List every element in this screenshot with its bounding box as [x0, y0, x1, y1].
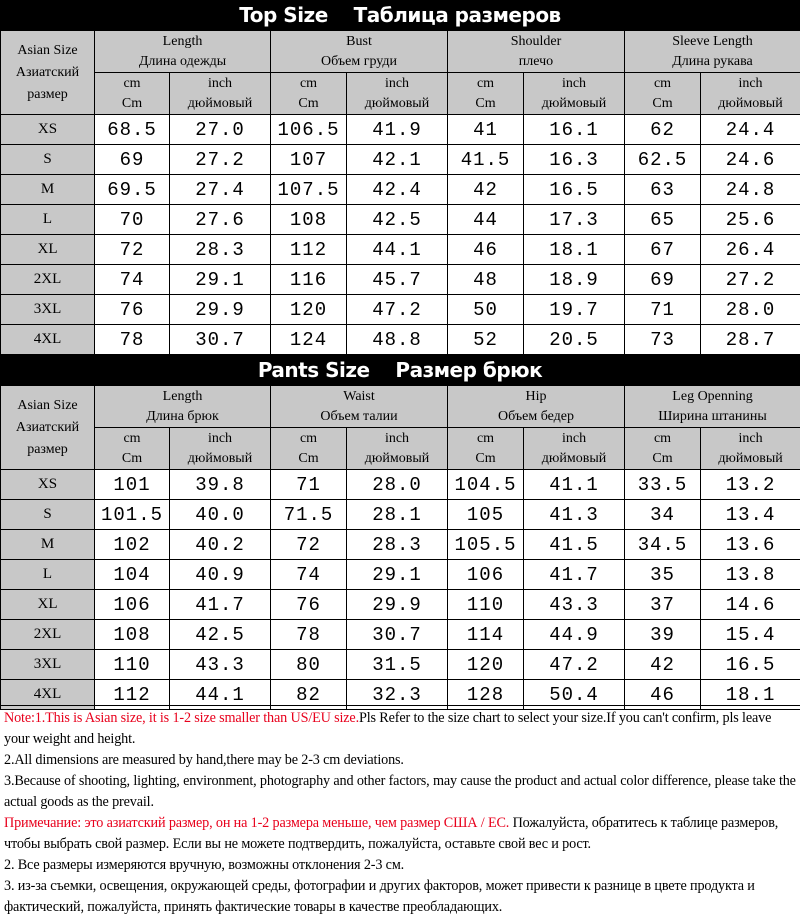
unit-inch-header	[170, 428, 271, 470]
unit-label-ru: Cm	[121, 95, 143, 111]
inch-value-cell: 28.3	[347, 530, 448, 560]
note-1-text: Pls Refer to the size chart to select your size.If you can't confirm, pls leave your weight and height.	[4, 710, 772, 747]
group-label-en: Leg Openning	[672, 388, 753, 404]
table-row	[1, 470, 800, 500]
cm-value-cell: 110	[448, 590, 524, 620]
cm-value-cell: 39	[625, 620, 701, 650]
inch-value-cell: 27.4	[170, 175, 271, 205]
unit-inch-header	[701, 73, 800, 115]
note-1-en	[4, 708, 796, 750]
inch-value-cell: 18.1	[701, 680, 800, 710]
inch-value-cell: 20.5	[524, 325, 625, 355]
inch-value-cell: 40.9	[170, 560, 271, 590]
inch-value-cell: 42.4	[347, 175, 448, 205]
table-row	[1, 265, 800, 295]
unit-label-ru: дюймовый	[541, 450, 607, 466]
group-header-length	[95, 386, 271, 428]
unit-inch-header	[170, 73, 271, 115]
note-3-en: 3.Because of shooting, lighting, environment, photography and other factors, may cause the product and actual color difference, please take the actual goods as the prevail.	[4, 773, 796, 810]
size-header-en: Asian Size	[17, 397, 78, 413]
inch-value-cell: 39.8	[170, 470, 271, 500]
table-row	[1, 145, 800, 175]
size-label: XL	[1, 590, 95, 620]
inch-value-cell: 26.4	[701, 235, 800, 265]
unit-label-en: inch	[738, 75, 763, 91]
inch-value-cell: 28.7	[701, 325, 800, 355]
group-label-en: Waist	[343, 388, 375, 404]
table-row	[1, 650, 800, 680]
inch-value-cell: 42.5	[347, 205, 448, 235]
size-header-ru: Азиатский	[15, 64, 80, 80]
inch-value-cell: 28.0	[701, 295, 800, 325]
unit-label-en: inch	[561, 75, 587, 91]
cm-value-cell: 124	[271, 325, 347, 355]
unit-inch-header	[347, 73, 448, 115]
unit-label-en: cm	[653, 430, 672, 446]
cm-value-cell: 35	[625, 560, 701, 590]
top-size-rows	[1, 115, 800, 355]
inch-value-cell: 17.3	[524, 205, 625, 235]
unit-label-en: cm	[299, 75, 318, 91]
unit-label-en: inch	[207, 430, 233, 446]
size-label: M	[1, 530, 95, 560]
notes-section	[0, 705, 800, 920]
note-3-ru: 3. из-за съемки, освещения, окружающей среды, фотографии и других факторов, может привести к разнице в цвете продукта и фактический, пожалуйста, принять фактические товары в качестве преобладающих.	[4, 878, 755, 915]
unit-label-en: cm	[476, 430, 495, 446]
pants-size-title: Pants Size Размер брюк	[0, 355, 800, 385]
cm-value-cell: 108	[271, 205, 347, 235]
inch-value-cell: 24.6	[701, 145, 800, 175]
unit-cm-header	[271, 428, 347, 470]
unit-cm-header	[448, 73, 524, 115]
inch-value-cell: 16.5	[701, 650, 800, 680]
table-row	[1, 560, 800, 590]
inch-value-cell: 19.7	[524, 295, 625, 325]
cm-value-cell: 41.5	[448, 145, 524, 175]
inch-value-cell: 43.3	[524, 590, 625, 620]
inch-value-cell: 28.3	[170, 235, 271, 265]
inch-value-cell: 29.9	[347, 590, 448, 620]
cm-value-cell: 108	[95, 620, 170, 650]
group-header-bust	[271, 31, 448, 73]
size-header-ru: Азиатский	[15, 419, 80, 435]
size-column-header	[1, 31, 95, 115]
size-label: M	[1, 175, 95, 205]
cm-value-cell: 106	[95, 590, 170, 620]
inch-value-cell: 29.1	[170, 265, 271, 295]
unit-label-ru: дюймовый	[364, 450, 430, 466]
cm-value-cell: 80	[271, 650, 347, 680]
cm-value-cell: 78	[271, 620, 347, 650]
inch-value-cell: 42.1	[347, 145, 448, 175]
table-row	[1, 235, 800, 265]
inch-value-cell: 30.7	[170, 325, 271, 355]
cm-value-cell: 71.5	[271, 500, 347, 530]
inch-value-cell: 47.2	[524, 650, 625, 680]
size-label: 2XL	[1, 265, 95, 295]
cm-value-cell: 69	[625, 265, 701, 295]
size-label: 3XL	[1, 295, 95, 325]
inch-value-cell: 32.3	[347, 680, 448, 710]
table-row	[1, 325, 800, 355]
inch-value-cell: 43.3	[170, 650, 271, 680]
inch-value-cell: 29.1	[347, 560, 448, 590]
cm-value-cell: 46	[448, 235, 524, 265]
cm-value-cell: 63	[625, 175, 701, 205]
inch-value-cell: 44.9	[524, 620, 625, 650]
cm-value-cell: 67	[625, 235, 701, 265]
unit-cm-header	[625, 73, 701, 115]
cm-value-cell: 71	[271, 470, 347, 500]
cm-value-cell: 104	[95, 560, 170, 590]
note-1-ru-warning: Примечание: это азиатский размер, он на 1-2 размера меньше, чем размер США / ЕС.	[4, 815, 510, 831]
cm-value-cell: 72	[271, 530, 347, 560]
table-row	[1, 530, 800, 560]
unit-cm-header	[95, 428, 170, 470]
size-header-ru2: размер	[27, 441, 68, 457]
unit-label-en: cm	[653, 75, 672, 91]
cm-value-cell: 73	[625, 325, 701, 355]
inch-value-cell: 40.0	[170, 500, 271, 530]
inch-value-cell: 47.2	[347, 295, 448, 325]
size-label: 3XL	[1, 650, 95, 680]
cm-value-cell: 42	[625, 650, 701, 680]
size-label: S	[1, 500, 95, 530]
group-label-ru: Длина брюк	[146, 408, 219, 424]
inch-value-cell: 29.9	[170, 295, 271, 325]
size-label: L	[1, 560, 95, 590]
note-2-ru: 2. Все размеры измеряются вручную, возможны отклонения 2-3 см.	[4, 857, 405, 873]
cm-value-cell: 74	[271, 560, 347, 590]
inch-value-cell: 13.6	[701, 530, 800, 560]
unit-label-ru: дюймовый	[187, 95, 253, 111]
inch-value-cell: 13.4	[701, 500, 800, 530]
inch-value-cell: 27.0	[170, 115, 271, 145]
group-label-ru: Длина рукава	[672, 53, 753, 69]
inch-value-cell: 41.7	[170, 590, 271, 620]
cm-value-cell: 69	[95, 145, 170, 175]
unit-cm-header	[448, 428, 524, 470]
unit-label-ru: дюймовый	[718, 450, 783, 466]
group-label-ru: Объем груди	[321, 53, 397, 69]
pants-size-rows	[1, 470, 800, 710]
cm-value-cell: 65	[625, 205, 701, 235]
unit-label-ru: Cm	[121, 450, 143, 466]
size-label: 4XL	[1, 680, 95, 710]
inch-value-cell: 41.9	[347, 115, 448, 145]
cm-value-cell: 105.5	[448, 530, 524, 560]
size-label: XS	[1, 470, 95, 500]
top-size-title: Top Size Таблица размеров	[0, 0, 800, 30]
cm-value-cell: 105	[448, 500, 524, 530]
group-label-ru: Длина одежды	[138, 53, 227, 69]
unit-label-en: inch	[738, 430, 763, 446]
inch-value-cell: 27.2	[170, 145, 271, 175]
inch-value-cell: 48.8	[347, 325, 448, 355]
group-header-shoulder	[448, 31, 625, 73]
cm-value-cell: 52	[448, 325, 524, 355]
cm-value-cell: 106.5	[271, 115, 347, 145]
cm-value-cell: 71	[625, 295, 701, 325]
group-header-leg-opening	[625, 386, 800, 428]
unit-label-ru: дюймовый	[718, 95, 783, 111]
cm-value-cell: 37	[625, 590, 701, 620]
cm-value-cell: 102	[95, 530, 170, 560]
inch-value-cell: 24.8	[701, 175, 800, 205]
cm-value-cell: 120	[271, 295, 347, 325]
unit-inch-header	[524, 73, 625, 115]
cm-value-cell: 107	[271, 145, 347, 175]
unit-label-en: cm	[123, 75, 141, 91]
cm-value-cell: 62	[625, 115, 701, 145]
size-label: 4XL	[1, 325, 95, 355]
top-size-table	[0, 30, 800, 355]
size-label: XL	[1, 235, 95, 265]
unit-label-ru: Cm	[475, 95, 496, 111]
inch-value-cell: 28.1	[347, 500, 448, 530]
size-label: L	[1, 205, 95, 235]
inch-value-cell: 14.6	[701, 590, 800, 620]
unit-label-en: inch	[207, 75, 233, 91]
inch-value-cell: 44.1	[170, 680, 271, 710]
unit-inch-header	[524, 428, 625, 470]
inch-value-cell: 41.7	[524, 560, 625, 590]
group-label-en: Hip	[525, 388, 547, 404]
cm-value-cell: 112	[95, 680, 170, 710]
table-row	[1, 175, 800, 205]
inch-value-cell: 44.1	[347, 235, 448, 265]
unit-label-en: cm	[123, 430, 141, 446]
inch-value-cell: 41.5	[524, 530, 625, 560]
inch-value-cell: 18.1	[524, 235, 625, 265]
cm-value-cell: 69.5	[95, 175, 170, 205]
cm-value-cell: 110	[95, 650, 170, 680]
group-header-waist	[271, 386, 448, 428]
size-label: 2XL	[1, 620, 95, 650]
cm-value-cell: 74	[95, 265, 170, 295]
cm-value-cell: 76	[95, 295, 170, 325]
unit-label-en: cm	[476, 75, 495, 91]
cm-value-cell: 128	[448, 680, 524, 710]
cm-value-cell: 104.5	[448, 470, 524, 500]
cm-value-cell: 33.5	[625, 470, 701, 500]
cm-value-cell: 116	[271, 265, 347, 295]
cm-value-cell: 76	[271, 590, 347, 620]
note-2-en: 2.All dimensions are measured by hand,there may be 2-3 cm deviations.	[4, 752, 404, 768]
inch-value-cell: 45.7	[347, 265, 448, 295]
inch-value-cell: 16.3	[524, 145, 625, 175]
group-header-sleeve-length	[625, 31, 800, 73]
cm-value-cell: 62.5	[625, 145, 701, 175]
unit-cm-header	[625, 428, 701, 470]
inch-value-cell: 16.5	[524, 175, 625, 205]
inch-value-cell: 27.6	[170, 205, 271, 235]
group-label-en: Bust	[346, 33, 372, 49]
group-header-length	[95, 31, 271, 73]
cm-value-cell: 34.5	[625, 530, 701, 560]
cm-value-cell: 82	[271, 680, 347, 710]
size-header-ru2: размер	[27, 86, 68, 102]
inch-value-cell: 28.0	[347, 470, 448, 500]
unit-label-en: inch	[384, 430, 410, 446]
inch-value-cell: 15.4	[701, 620, 800, 650]
inch-value-cell: 31.5	[347, 650, 448, 680]
table-row	[1, 115, 800, 145]
cm-value-cell: 50	[448, 295, 524, 325]
unit-label-ru: Cm	[298, 450, 319, 466]
group-label-en: Shoulder	[510, 33, 562, 49]
table-row	[1, 590, 800, 620]
inch-value-cell: 25.6	[701, 205, 800, 235]
inch-value-cell: 40.2	[170, 530, 271, 560]
cm-value-cell: 46	[625, 680, 701, 710]
cm-value-cell: 41	[448, 115, 524, 145]
cm-value-cell: 106	[448, 560, 524, 590]
cm-value-cell: 48	[448, 265, 524, 295]
group-header-hip	[448, 386, 625, 428]
group-label-en: Length	[162, 388, 203, 404]
inch-value-cell: 27.2	[701, 265, 800, 295]
table-row	[1, 500, 800, 530]
group-label-ru: Объем талии	[320, 408, 398, 424]
size-column-header	[1, 386, 95, 470]
cm-value-cell: 114	[448, 620, 524, 650]
cm-value-cell: 112	[271, 235, 347, 265]
group-label-ru: Ширина штанины	[658, 408, 767, 424]
cm-value-cell: 101	[95, 470, 170, 500]
inch-value-cell: 41.3	[524, 500, 625, 530]
cm-value-cell: 70	[95, 205, 170, 235]
unit-inch-header	[347, 428, 448, 470]
group-label-ru: Объем бедер	[498, 408, 575, 424]
cm-value-cell: 72	[95, 235, 170, 265]
unit-label-en: cm	[299, 430, 318, 446]
size-header-en: Asian Size	[17, 42, 78, 58]
unit-label-ru: дюймовый	[541, 95, 607, 111]
cm-value-cell: 78	[95, 325, 170, 355]
unit-label-ru: Cm	[652, 450, 673, 466]
inch-value-cell: 13.2	[701, 470, 800, 500]
unit-label-ru: Cm	[298, 95, 319, 111]
group-label-ru: плечо	[518, 53, 554, 69]
unit-label-ru: дюймовый	[364, 95, 430, 111]
unit-inch-header	[701, 428, 800, 470]
inch-value-cell: 24.4	[701, 115, 800, 145]
inch-value-cell: 42.5	[170, 620, 271, 650]
size-label: S	[1, 145, 95, 175]
inch-value-cell: 18.9	[524, 265, 625, 295]
inch-value-cell: 41.1	[524, 470, 625, 500]
unit-label-ru: дюймовый	[187, 450, 253, 466]
inch-value-cell: 50.4	[524, 680, 625, 710]
table-row	[1, 620, 800, 650]
cm-value-cell: 68.5	[95, 115, 170, 145]
cm-value-cell: 107.5	[271, 175, 347, 205]
unit-cm-header	[271, 73, 347, 115]
table-row	[1, 295, 800, 325]
inch-value-cell: 30.7	[347, 620, 448, 650]
note-1-warning: Note:1.This is Asian size, it is 1-2 size smaller than US/EU size.	[4, 710, 359, 726]
table-row	[1, 205, 800, 235]
unit-label-ru: Cm	[652, 95, 673, 111]
cm-value-cell: 42	[448, 175, 524, 205]
group-label-en: Sleeve Length	[672, 33, 753, 49]
unit-label-en: inch	[384, 75, 410, 91]
note-1-ru	[4, 813, 796, 855]
group-label-en: Length	[162, 33, 203, 49]
inch-value-cell: 16.1	[524, 115, 625, 145]
unit-label-ru: Cm	[475, 450, 496, 466]
unit-cm-header	[95, 73, 170, 115]
size-label: XS	[1, 115, 95, 145]
cm-value-cell: 101.5	[95, 500, 170, 530]
inch-value-cell: 13.8	[701, 560, 800, 590]
cm-value-cell: 34	[625, 500, 701, 530]
cm-value-cell: 44	[448, 205, 524, 235]
unit-label-en: inch	[561, 430, 587, 446]
note-1-ru-text: Пожалуйста, обратитесь к таблице размеров, чтобы выбрать свой размер. Если вы не можете подтвердить, пожалуйста, оставьте свой вес и рост.	[4, 815, 779, 852]
cm-value-cell: 120	[448, 650, 524, 680]
pants-size-table	[0, 385, 800, 710]
